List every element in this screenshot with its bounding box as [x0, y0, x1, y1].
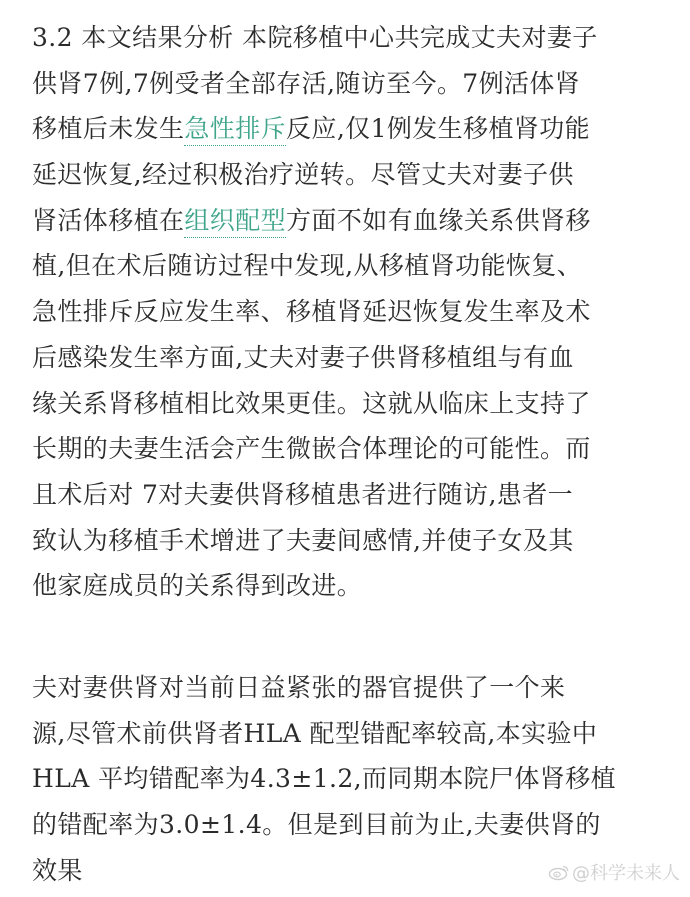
text-line: 植,但在术后随访过程中发现,从移植肾功能恢复、 [32, 251, 583, 281]
text-line [32, 106, 672, 152]
text-line: 效果 [32, 855, 83, 885]
link-tissue-typing[interactable]: 组织配型 [184, 206, 286, 238]
text-line: 且术后对 7对夫妻供肾移植患者进行随访,患者一 [32, 479, 574, 509]
text-line: 的错配率为3.0±1.4。但是到目前为止,夫妻供肾的 [32, 810, 601, 839]
text-segment: 肾活体移植在 [32, 205, 185, 235]
text-line: 长期的夫妻生活会产生微嵌合体理论的可能性。而 [32, 434, 591, 464]
text-line [32, 198, 672, 244]
paragraph-results-analysis [32, 15, 672, 609]
text-segment: 方面不如有血缘关系供肾移 [286, 205, 591, 235]
text-line: 延迟恢复,经过积极治疗逆转。尽管丈夫对妻子供 [32, 160, 574, 190]
link-acute-rejection[interactable]: 急性排斥 [184, 114, 286, 146]
text-line: HLA 平均错配率为4.3±1.2,而同期本院尸体肾移植 [32, 764, 617, 794]
text-segment: 反应,仅1例发生移植肾功能 [286, 114, 591, 144]
text-line: 供肾7例,7例受者全部存活,随访至今。7例活体肾 [32, 68, 581, 98]
text-line: 他家庭成员的关系得到改进。 [32, 571, 363, 601]
text-line: 源,尽管术前供肾者HLA 配型错配率较高,本实验中 [32, 718, 598, 748]
text-line: 后感染发生率方面,丈夫对妻子供肾移植组与有血 [32, 342, 574, 372]
watermark-text: @科学未来人 [572, 863, 680, 884]
text-line: 夫对妻供肾对当前日益紧张的器官提供了一个来 [32, 672, 566, 702]
text-line: 缘关系肾移植相比效果更佳。这就从临床上支持了 [32, 388, 591, 418]
text-segment: 移植后未发生 [32, 114, 185, 144]
weibo-logo-icon [548, 863, 570, 881]
watermark [548, 859, 680, 885]
text-line: 急性排斥反应发生率、移植肾延迟恢复发生率及术 [32, 297, 591, 327]
text-line: 3.2 本文结果分析 本院移植中心共完成丈夫对妻子 [32, 23, 598, 52]
article-body [32, 15, 672, 893]
text-line: 致认为移植手术增进了夫妻间感情,并使子女及其 [32, 525, 574, 555]
